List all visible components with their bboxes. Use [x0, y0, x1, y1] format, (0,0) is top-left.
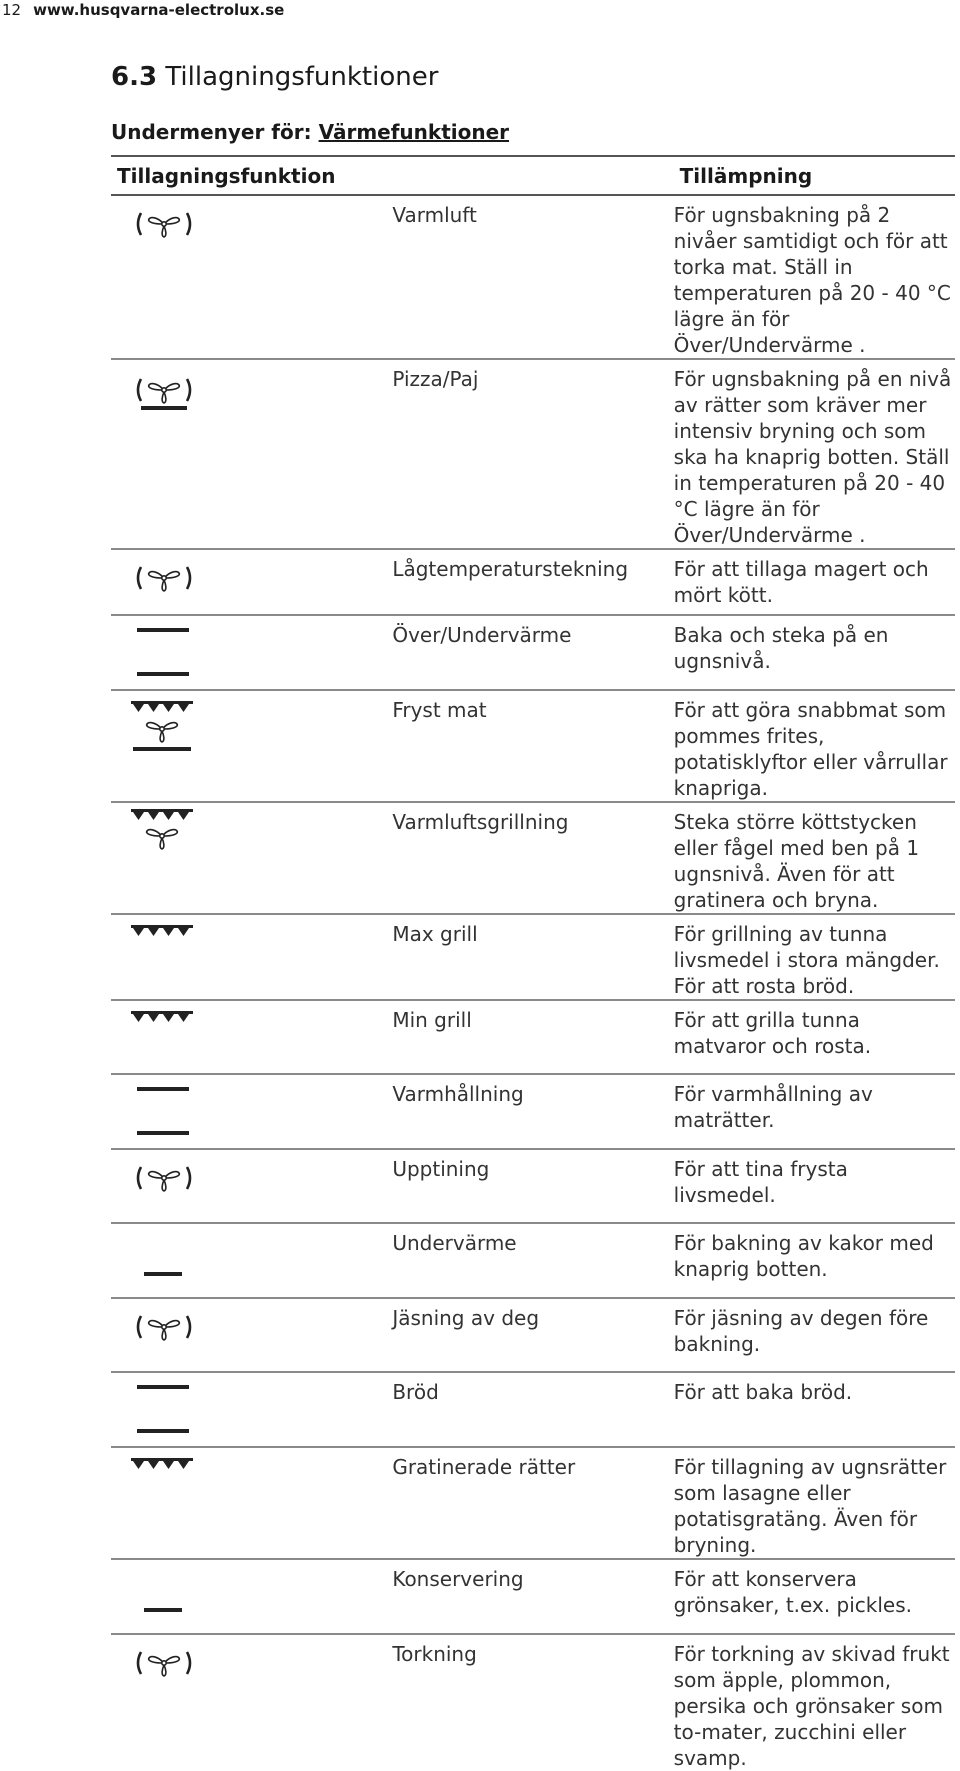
bottom-heat-icon — [111, 1560, 226, 1633]
function-desc: För tillagning av ugnsrätter som lasagne eller potatisgratäng. Även för bryning. — [674, 1447, 955, 1559]
function-name: Max grill — [392, 914, 673, 1000]
table-row — [111, 1074, 955, 1149]
col-header-function: Tillagningsfunktion — [111, 156, 674, 195]
table-row — [111, 615, 955, 690]
table-row — [111, 549, 955, 615]
submenu-prefix: Undermenyer för: — [111, 120, 312, 144]
page-number: 12 — [2, 1, 22, 19]
function-name: Undervärme — [392, 1223, 673, 1298]
function-desc: För torkning av skivad frukt som äpple, plommon, persika och grönsaker som to-mater, zucchini eller svamp. — [673, 1642, 950, 1770]
function-desc: För ugnsbakning på en nivå av rätter som kräver mer intensiv bryning och som ska ha knaprig botten. Ställ in temperaturen på 20 - 40 °C lägre än för Över/Undervärme . — [674, 359, 955, 549]
table-row — [111, 914, 955, 1000]
fan-icon — [111, 196, 226, 287]
function-desc: För grillning av tunna livsmedel i stora mängder. För att rosta bröd. — [674, 914, 955, 1000]
table-row — [111, 1559, 955, 1634]
fan-grill-icon — [111, 803, 226, 893]
grill-icon — [111, 1001, 226, 1073]
function-name: Över/Undervärme — [392, 615, 673, 690]
top-bottom-heat-icon — [111, 1373, 226, 1446]
fan-icon — [111, 1299, 226, 1371]
bottom-heat-icon — [111, 1224, 226, 1297]
function-name: Upptining — [392, 1149, 673, 1223]
top-bottom-heat-icon — [111, 616, 226, 689]
function-name: Gratinerade rätter — [392, 1447, 673, 1559]
function-desc: För varmhållning av maträtter. — [674, 1074, 955, 1149]
fan-icon — [111, 550, 226, 614]
function-desc: Baka och steka på en ugnsnivå. — [674, 615, 955, 690]
grill-icon — [111, 915, 226, 987]
frozen-food-icon — [111, 691, 226, 763]
table-row — [111, 1000, 955, 1074]
function-desc: För att konservera grönsaker, t.ex. pickles. — [674, 1559, 955, 1634]
table-row — [111, 359, 955, 549]
table-row — [111, 802, 955, 914]
table-row — [111, 195, 955, 359]
table-row — [111, 1223, 955, 1298]
function-name: Min grill — [392, 1000, 673, 1074]
section-number: 6.3 — [111, 62, 158, 92]
function-name: Konservering — [392, 1559, 673, 1634]
functions-table — [111, 155, 955, 1771]
function-name: Torkning — [392, 1642, 477, 1666]
fan-icon — [111, 1150, 226, 1222]
function-name: Jäsning av deg — [392, 1298, 673, 1372]
table-row — [111, 1149, 955, 1223]
function-name: Varmluftsgrillning — [392, 802, 673, 914]
table-row — [111, 1372, 955, 1447]
function-desc: För att grilla tunna matvaror och rosta. — [674, 1000, 955, 1074]
function-desc: För jäsning av degen före bakning. — [674, 1298, 955, 1372]
function-name: Fryst mat — [392, 690, 673, 802]
submenu-heading — [111, 120, 509, 144]
table-header-row — [111, 156, 955, 195]
submenu-link[interactable]: Värmefunktioner — [318, 120, 510, 144]
section-title-text: Tillagningsfunktioner — [165, 62, 439, 92]
function-desc: För att göra snabbmat som pommes frites, potatisklyftor eller vårrullar knapriga. — [674, 690, 955, 802]
col-header-application: Tillämpning — [674, 156, 955, 195]
function-name: Varmluft — [392, 195, 673, 359]
grill-icon — [111, 1448, 226, 1520]
function-name: Pizza/Paj — [392, 359, 673, 549]
function-name: Lågtemperaturstekning — [392, 549, 673, 615]
table-row — [111, 690, 955, 802]
site-url: www.husqvarna-electrolux.se — [33, 1, 285, 19]
function-desc: För ugnsbakning på 2 nivåer samtidigt och för att torka mat. Ställ in temperaturen på 20 - 40 °C lägre än för Över/Undervärme . — [674, 195, 955, 359]
function-desc: För att tina frysta livsmedel. — [674, 1149, 955, 1223]
function-desc: För att baka bröd. — [674, 1372, 955, 1447]
function-desc: För bakning av kakor med knaprig botten. — [674, 1223, 955, 1298]
top-bottom-heat-icon — [111, 1075, 226, 1148]
section-title — [111, 62, 438, 92]
table-row — [111, 1634, 955, 1771]
table-row — [111, 1447, 955, 1559]
function-desc: För att tillaga magert och mört kött. — [674, 549, 955, 615]
pizza-fan-icon — [111, 360, 226, 476]
page-header — [0, 0, 284, 20]
fan-icon — [111, 1635, 226, 1723]
table-row — [111, 1298, 955, 1372]
function-desc: Steka större köttstycken eller fågel med ben på 1 ugnsnivå. Även för att gratinera och bryna. — [674, 802, 955, 914]
function-name: Bröd — [392, 1372, 673, 1447]
function-name: Varmhållning — [392, 1074, 673, 1149]
